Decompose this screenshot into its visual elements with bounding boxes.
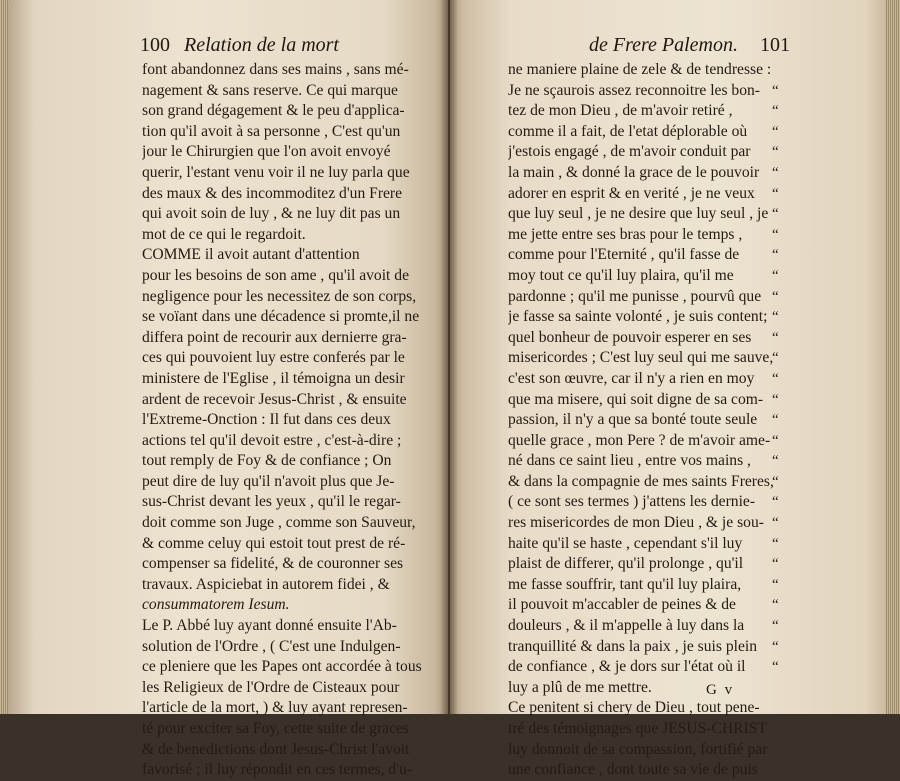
text-line: douleurs , & il m'appelle à luy dans la [508, 617, 745, 635]
text-line: Je ne sçaurois assez reconnoitre les bon- [508, 81, 761, 99]
quote-mark: “ [772, 267, 779, 284]
quote-mark: “ [772, 206, 779, 223]
text-line: negligence pour les necessitez de son corps, [142, 287, 417, 305]
signature-mark: G v [706, 682, 735, 698]
text-line: querir, l'estant venu voir il ne luy parla que [142, 163, 410, 181]
text-line: res misericordes de mon Dieu , & je sou- [508, 514, 764, 532]
text-line: me fasse souffrir, tant qu'il luy plaira, [508, 575, 742, 593]
quote-mark: “ [772, 556, 779, 573]
text-line: des maux & des incommoditez d'un Frere [142, 184, 403, 202]
text-line: pour les besoins de son ame , qu'il avoit de [142, 266, 409, 284]
quote-mark: “ [772, 226, 779, 243]
quote-mark [772, 698, 796, 719]
text-line: adorer en esprit & en verité , je ne veux [508, 184, 755, 202]
text-line: ( ce sont ses termes ) j'attens les dernie- [508, 493, 756, 511]
text-line: peut dire de luy qu'il n'avoit plus que Je- [142, 472, 395, 490]
quote-mark [772, 760, 796, 781]
left-running-head-title: Relation de la mort [184, 34, 339, 56]
quote-mark: “ [772, 309, 779, 326]
text-line: moy tout ce qu'il luy plaira, qu'il me [508, 266, 734, 284]
text-line: ministere de l'Eglise , il témoigna un desir [142, 369, 405, 387]
quote-mark: “ [772, 453, 779, 470]
quote-mark: “ [772, 432, 779, 449]
quote-mark: “ [772, 473, 779, 490]
quote-mark: “ [772, 144, 779, 161]
text-line: que ma misere, qui soit digne de sa com- [508, 390, 764, 408]
quote-mark: “ [772, 350, 779, 367]
quote-mark: “ [772, 535, 779, 552]
quote-mark: “ [772, 391, 779, 408]
quote-mark: “ [772, 185, 779, 202]
left-text-column [142, 60, 424, 781]
quote-mark: “ [772, 288, 779, 305]
left-running-head [140, 34, 430, 57]
text-line: doit comme son Juge , comme son Sauveur, [142, 514, 416, 532]
text-line: passion, il n'y a que sa bonté toute seule [508, 411, 758, 429]
quote-mark: “ [772, 412, 779, 429]
text-line: une confiance , dont toute sa vie de puis [508, 761, 758, 779]
quote-mark [772, 740, 796, 761]
text-line: mot de ce qui le regardoit. [142, 225, 306, 243]
text-line: qui avoit soin de luy , & ne luy dit pas un [142, 205, 401, 223]
text-line: la main , & donné la grace de le pouvoir [508, 163, 760, 181]
quote-mark: “ [772, 515, 779, 532]
text-line: plaist de differer, qu'il prolonge , qu'il [508, 555, 744, 573]
text-line: né dans ce saint lieu , entre vos mains , [508, 452, 751, 470]
book-gutter [440, 0, 458, 714]
quote-mark [772, 678, 796, 699]
text-line: l'Extreme-Onction : Il fut dans ces deux [142, 411, 391, 429]
text-line: differa point de recourir aux dernierre gra- [142, 328, 407, 346]
text-line: comme il a fait, de l'etat déplorable où [508, 122, 748, 140]
text-line: j'estois engagé , de m'avoir conduit par [508, 143, 751, 161]
text-line: & de benedictions dont Jesus-Christ l'avoit [142, 740, 410, 758]
text-line: se voïant dans une décadence si promte,il ne [142, 308, 420, 326]
text-line: son grand dégagement & le peu d'applica- [142, 102, 405, 120]
quote-mark: “ [772, 329, 779, 346]
book-edge-right [886, 0, 900, 714]
text-line: misericordes ; C'est luy seul qui me sauve, [508, 349, 774, 367]
quote-mark: “ [772, 494, 779, 511]
text-line: quel bonheur de pouvoir esperer en ses [508, 328, 752, 346]
text-line: COMME il avoit autant d'attention [142, 246, 360, 264]
quote-mark: “ [772, 659, 779, 676]
quote-mark [772, 719, 796, 740]
quote-mark: “ [772, 103, 779, 120]
text-line: haite qu'il se haste , cependant s'il luy [508, 534, 743, 552]
text-line: luy donnoit de sa compassion, fortifié par [508, 740, 768, 758]
text-line: ardent de recevoir Jesus-Christ , & ensuite [142, 390, 407, 408]
right-page-number: 101 [760, 34, 790, 56]
quote-mark: “ [772, 82, 779, 99]
text-line: tez de mon Dieu , de m'avoir retiré , [508, 102, 733, 120]
quote-mark: “ [772, 638, 779, 655]
text-line: c'est son œuvre, car il n'y a rien en moy [508, 369, 755, 387]
text-line: pardonne ; qu'il me punisse , pourvû que [508, 287, 762, 305]
text-line: de confiance , & je dors sur l'état où il [508, 658, 746, 676]
text-line: travaux. Aspiciebat in autorem fidei , & [142, 575, 390, 593]
quote-mark: “ [772, 370, 779, 387]
text-line: & comme celuy qui estoit tout prest de ré- [142, 534, 406, 552]
text-line: sus-Christ devant les yeux , qu'il le regar- [142, 493, 401, 511]
text-line: je fasse sa sainte volonté , je suis content; [508, 308, 768, 326]
text-line: té pour exciter sa Foy, cette suite de graces [142, 720, 410, 737]
right-running-head [560, 34, 790, 57]
quotation-marks-column [772, 60, 796, 781]
text-line: actions tel qu'il devoit estre , c'est-à-dire ; [142, 431, 402, 449]
text-line: font abandonnez dans ses mains , sans mé- [142, 61, 409, 78]
text-line: il pouvoit m'accabler de peines & de [508, 596, 736, 614]
text-line: compenser sa fidelité, & de couronner ses [142, 555, 404, 573]
text-line: solution de l'Ordre , ( C'est une Indulgen- [142, 637, 401, 655]
text-line: jour le Chirurgien que l'on avoit envoyé [142, 143, 391, 161]
left-page-number: 100 [140, 34, 170, 56]
quote-mark [772, 60, 796, 81]
text-line: Ce penitent si chery de Dieu , tout pene- [508, 699, 760, 717]
text-line: comme pour l'Eternité , qu'il fasse de [508, 246, 740, 264]
quote-mark: “ [772, 576, 779, 593]
text-line: tout remply de Foy & de confiance ; On [142, 452, 392, 470]
text-line: me jette entre ses bras pour le temps , [508, 225, 743, 243]
text-line: l'article de la mort, ) & luy ayant represen- [142, 699, 408, 717]
text-line: & dans la compagnie de mes saints Freres, [508, 472, 774, 490]
text-line: consummatorem Iesum. [142, 596, 290, 614]
text-line: quelle grace , mon Pere ? de m'avoir ame- [508, 431, 771, 449]
quote-mark: “ [772, 164, 779, 181]
text-line: ne maniere plaine de zele & de tendresse : [508, 61, 772, 78]
text-line: Le P. Abbé luy ayant donné ensuite l'Ab- [142, 617, 397, 635]
quote-mark: “ [772, 618, 779, 635]
quote-mark: “ [772, 597, 779, 614]
text-line: nagement & sans reserve. Ce qui marque [142, 81, 398, 99]
text-line: tion qu'il avoit à sa personne , C'est qu'un [142, 122, 401, 140]
text-line: favorisé ; il luy répondit en ces termes, d'u- [142, 761, 412, 779]
right-running-head-title: de Frere Palemon. [588, 34, 738, 56]
text-line: ces qui pouvoient luy estre conferés par le [142, 349, 405, 367]
text-line: que luy seul , je ne desire que luy seul , je [508, 205, 769, 223]
text-line: tré des témoignages que JESUS-CHRIST [508, 720, 768, 737]
right-text-column [508, 60, 784, 781]
text-line: les Religieux de l'Ordre de Cisteaux pour [142, 678, 400, 696]
quote-mark: “ [772, 247, 779, 264]
text-line: luy a plû de me mettre. [508, 678, 652, 696]
text-line: ce pleniere que les Papes ont accordée à tous [142, 658, 422, 676]
text-line: tranquillité & dans la paix , je suis plein [508, 637, 758, 655]
quote-mark: “ [772, 123, 779, 140]
